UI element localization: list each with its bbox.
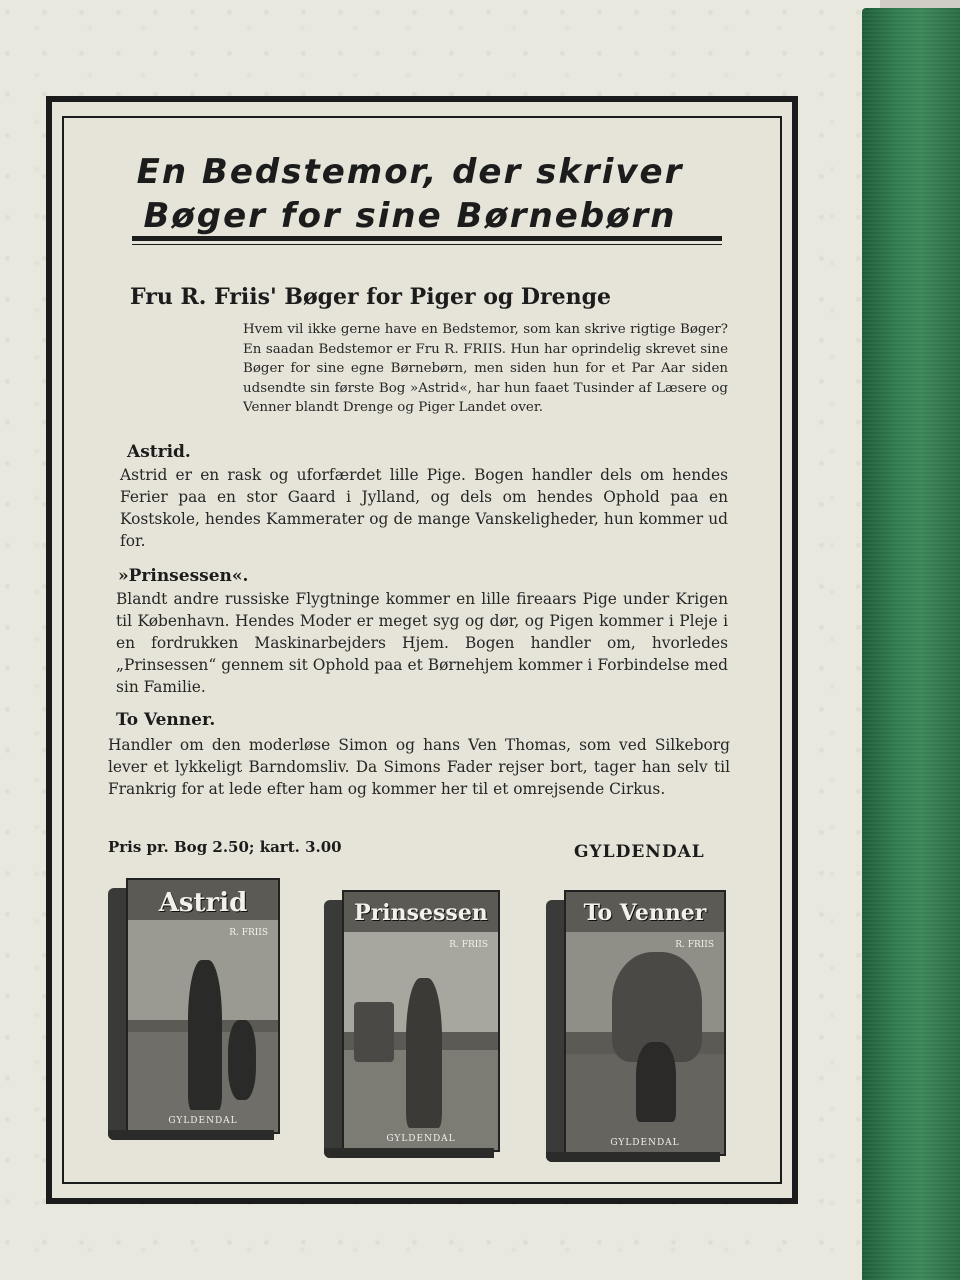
headline-rule <box>132 236 722 241</box>
cover-author: R. FRIIS <box>449 940 488 950</box>
book-title-astrid: Astrid. <box>127 442 191 462</box>
book-image-astrid <box>108 878 280 1140</box>
house-doorway <box>354 1002 394 1062</box>
green-cloth-spine <box>862 8 960 1280</box>
cover-author: R. FRIIS <box>229 928 268 938</box>
cover-publisher: GYLDENDAL <box>386 1134 456 1144</box>
book-title-to-venner: To Venner. <box>116 710 216 730</box>
book-description-astrid: Astrid er en rask og uforfærdet lille Pige. Bogen handler dels om hendes Ferier paa en stor Gaard i Jylland, og dels om hendes Ophold paa en Kostskole, hendes Kammerater og de mange Vanskeligheder, hun kommer ud for. <box>120 466 728 550</box>
book-image-prinsessen <box>324 890 500 1158</box>
cover-publisher: GYLDENDAL <box>168 1116 238 1126</box>
publisher-name: GYLDENDAL <box>574 842 705 862</box>
headline: En Bedstemor, der skriver Bøger for sine Børnebørn <box>136 152 684 236</box>
boys-figure <box>636 1042 676 1122</box>
book-cover-illustration <box>342 890 500 1152</box>
book-description-prinsessen: Blandt andre russiske Flygtninge kommer en lille fireaars Pige under Krigen til København. Hendes Moder er meget syg og dør, og Pigen kommer i Pleje i en fordrukken Maskinarbejders Hjem. Bogen handler om, hvorledes „Prinsessen“ gennem sit Ophold paa et Børnehjem kommer i Forbindelse med sin Familie. <box>116 590 728 696</box>
cover-author: R. FRIIS <box>675 940 714 950</box>
book-title-prinsessen: »Prinsessen«. <box>118 566 249 586</box>
book-image-to-venner <box>546 890 726 1162</box>
dog-figure <box>228 1020 256 1100</box>
girl-figure <box>188 960 222 1110</box>
cover-title: Astrid <box>158 888 248 918</box>
cover-title: Prinsessen <box>354 900 488 926</box>
book-description-to-venner: Handler om den moderløse Simon og hans Ven Thomas, som ved Silkeborg lever et lykkeligt Barndomsliv. Da Simons Fader rejser bort, tager han selv til Frankrig for at lede efter ham og kommer her til et omrejsende Cirkus. <box>108 736 730 798</box>
cover-title: To Venner <box>583 900 707 926</box>
price-line: Pris pr. Bog 2.50; kart. 3.00 <box>108 838 342 856</box>
book-cover-illustration <box>564 890 726 1156</box>
intro-paragraph: Hvem vil ikke gerne have en Bedstemor, som kan skrive rigtige Bøger? En saadan Bedstemor er Fru R. FRIIS. Hun har oprindelig skrevet sine Bøger for sine egne Børnebørn, men siden hun for et Par Aar siden udsendte sin første Bog »Astrid«, har hun faaet Tusinder af Læsere og Venner blandt Drenge og Piger Landet over. <box>243 322 728 416</box>
subheading: Fru R. Friis' Bøger for Piger og Drenge <box>130 284 611 310</box>
cover-publisher: GYLDENDAL <box>610 1138 680 1148</box>
headline-rule-thin <box>132 244 722 245</box>
book-cover-illustration <box>126 878 280 1134</box>
girl-figure <box>406 978 442 1128</box>
